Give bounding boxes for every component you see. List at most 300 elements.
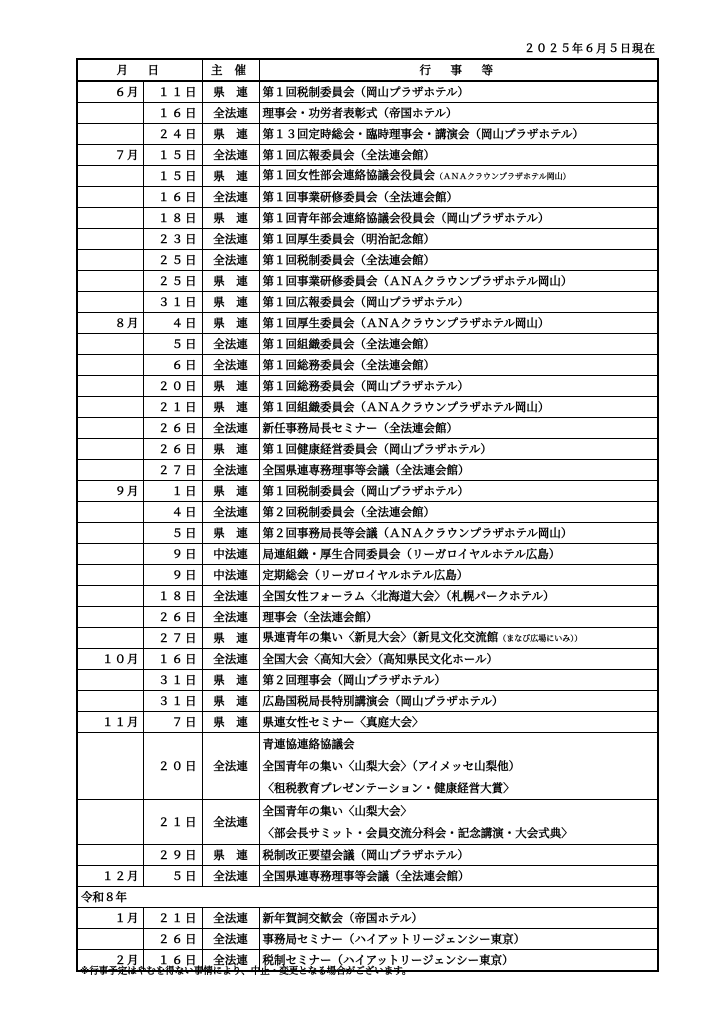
day-cell	[143, 397, 202, 418]
host-cell	[202, 145, 259, 166]
event-cell-text: 第１回広報委員会（岡山プラザホテル）	[262, 294, 469, 309]
month-cell	[77, 628, 143, 649]
host-cell-text: 県 連	[213, 441, 248, 456]
day-cell	[143, 481, 202, 502]
host-cell	[202, 502, 259, 523]
day-cell-text: ７日	[171, 714, 199, 729]
day-cell-text: ２０日	[158, 378, 199, 393]
host-cell	[202, 691, 259, 712]
day-cell	[143, 145, 202, 166]
event-cell	[259, 208, 658, 229]
event-cell	[259, 845, 658, 866]
event-cell	[259, 460, 658, 481]
event-cell-text: 広島国税局長特別講演会（岡山プラザホテル）	[262, 693, 504, 708]
day-cell	[143, 439, 202, 460]
month-cell	[77, 712, 143, 733]
host-cell-text: 全法連	[213, 357, 248, 372]
day-cell	[143, 908, 202, 929]
table-row	[77, 628, 658, 649]
month-cell	[77, 460, 143, 481]
host-cell-text: 県 連	[213, 210, 248, 225]
event-line: 青連協連絡協議会	[262, 737, 355, 751]
host-cell	[202, 103, 259, 124]
as-of-date: ２０２５年６月５日現在	[524, 42, 656, 55]
host-cell	[202, 124, 259, 145]
day-cell-text: １６日	[158, 651, 199, 666]
month-cell-text: １１月	[102, 714, 140, 729]
host-cell	[202, 250, 259, 271]
event-cell	[259, 271, 658, 292]
event-cell-text: 第２回税制委員会（全法連会館）	[262, 504, 435, 519]
day-cell-text: １５日	[158, 168, 199, 183]
event-cell	[259, 376, 658, 397]
month-cell	[77, 229, 143, 250]
event-cell-text: 全国大会〈高知大会〉（高知県民文化ホール）	[262, 651, 499, 666]
table-row	[77, 355, 658, 376]
day-cell-text: １６日	[158, 105, 199, 120]
day-cell	[143, 670, 202, 691]
event-cell-text: 全国県連専務理事等会議（全法連会館）	[262, 868, 470, 883]
table-row	[77, 845, 658, 866]
event-line: 全国青年の集い〈山梨大会〉	[262, 804, 412, 818]
month-cell	[77, 334, 143, 355]
host-cell-text: 県 連	[213, 315, 248, 330]
table-row	[77, 418, 658, 439]
day-cell-text: ２７日	[158, 462, 199, 477]
host-cell	[202, 565, 259, 586]
event-cell-text: 第１回健康経営委員会（岡山プラザホテル）	[262, 441, 492, 456]
host-cell	[202, 544, 259, 565]
month-cell	[77, 376, 143, 397]
host-cell-text: 県 連	[213, 294, 248, 309]
header-month-day: 月 日	[77, 59, 202, 81]
event-cell	[259, 544, 658, 565]
event-line: 全国青年の集い〈山梨大会〉（アイメッセ山梨他）	[262, 759, 521, 773]
day-cell	[143, 124, 202, 145]
event-cell-text: 第１回税制委員会（岡山プラザホテル）	[262, 84, 469, 99]
day-cell-text: ６日	[171, 357, 199, 372]
schedule-body-3	[77, 908, 658, 972]
month-cell	[77, 502, 143, 523]
event-cell	[259, 187, 658, 208]
day-cell-text: ２１日	[158, 399, 199, 414]
table-row	[77, 187, 658, 208]
day-cell	[143, 712, 202, 733]
event-line: 〈部会長サミット・会員交流分科会・記念講演・大会式典〉	[262, 826, 573, 840]
day-cell	[143, 460, 202, 481]
event-cell-text: 税制セミナー（ハイアットリージェンシー東京）	[262, 952, 514, 967]
event-cell	[259, 607, 658, 628]
day-cell-text: ４日	[171, 315, 199, 330]
day-cell-text: ５日	[171, 525, 199, 540]
day-cell-text: １５日	[158, 147, 199, 162]
day-cell	[143, 649, 202, 670]
month-cell	[77, 355, 143, 376]
month-cell	[77, 418, 143, 439]
event-cell	[259, 586, 658, 607]
month-cell	[77, 649, 143, 670]
table-row	[77, 670, 658, 691]
event-cell	[259, 103, 658, 124]
month-cell	[77, 313, 143, 334]
host-cell-text: 県 連	[213, 126, 248, 141]
table-row	[77, 586, 658, 607]
header-host: 主 催	[202, 59, 259, 81]
day-cell	[143, 81, 202, 103]
host-cell: 全法連	[202, 733, 259, 800]
event-cell	[259, 355, 658, 376]
table-row	[77, 376, 658, 397]
table-row	[77, 166, 658, 187]
host-cell-text: 全法連	[213, 336, 248, 351]
month-cell	[77, 103, 143, 124]
table-row	[77, 712, 658, 733]
month-cell-text: ２月	[114, 952, 140, 967]
event-cell-text: 税制改正要望会議（岡山プラザホテル）	[262, 847, 469, 862]
host-cell	[202, 607, 259, 628]
month-cell	[77, 250, 143, 271]
host-cell-text: 県 連	[213, 525, 248, 540]
event-cell	[259, 800, 658, 845]
month-cell	[77, 800, 143, 845]
day-cell-text: １６日	[158, 952, 199, 967]
table-row	[77, 607, 658, 628]
event-cell	[259, 929, 658, 950]
host-cell	[202, 418, 259, 439]
day-cell-text: １日	[171, 483, 199, 498]
event-cell	[259, 502, 658, 523]
table-row	[77, 481, 658, 502]
event-cell-text: 第１回事業研修委員会（全法連会館）	[262, 189, 458, 204]
schedule-body-nov	[77, 733, 658, 845]
host-cell	[202, 628, 259, 649]
day-cell: ２１日	[143, 800, 202, 845]
day-cell	[143, 544, 202, 565]
table-row	[77, 250, 658, 271]
event-cell-text: 第１回総務委員会（岡山プラザホテル）	[262, 378, 469, 393]
event-cell-text: 第１回事業研修委員会（ＡＮＡクラウンプラザホテル岡山）	[262, 273, 573, 288]
day-cell-text: ２６日	[158, 609, 199, 624]
month-cell	[77, 187, 143, 208]
day-cell	[143, 166, 202, 187]
host-cell	[202, 292, 259, 313]
era-row	[77, 887, 658, 908]
event-cell	[259, 229, 658, 250]
schedule-body-era	[77, 887, 658, 908]
host-cell	[202, 929, 259, 950]
event-cell-text: 第１回税制委員会（全法連会館）	[262, 252, 435, 267]
event-cell	[259, 670, 658, 691]
day-cell-text: ２３日	[158, 231, 199, 246]
event-cell-text: 理事会（全法連会館）	[262, 609, 378, 624]
table-row	[77, 334, 658, 355]
host-cell-text: 全法連	[213, 868, 248, 883]
month-cell-text: １０月	[102, 651, 140, 666]
month-cell	[77, 908, 143, 929]
month-cell	[77, 124, 143, 145]
day-cell-text: ２５日	[158, 273, 199, 288]
host-cell: 全法連	[202, 800, 259, 845]
event-cell	[259, 908, 658, 929]
table-row	[77, 145, 658, 166]
table-row	[77, 691, 658, 712]
month-cell	[77, 733, 143, 800]
event-cell	[259, 691, 658, 712]
event-cell	[259, 733, 658, 800]
event-cell	[259, 124, 658, 145]
day-cell-text: ２９日	[158, 847, 199, 862]
host-cell-text: 全法連	[213, 462, 248, 477]
month-cell	[77, 691, 143, 712]
event-cell-text: 理事会・功労者表彰式（帝国ホテル）	[262, 105, 458, 120]
host-cell-text: 県 連	[213, 168, 248, 183]
day-cell	[143, 334, 202, 355]
host-cell-text: 県 連	[213, 84, 248, 99]
day-cell	[143, 628, 202, 649]
table-row	[77, 81, 658, 103]
day-cell	[143, 229, 202, 250]
month-cell-text: １月	[114, 910, 140, 925]
host-cell-text: 県 連	[213, 847, 248, 862]
host-cell	[202, 908, 259, 929]
table-row	[77, 103, 658, 124]
month-cell	[77, 523, 143, 544]
event-cell-text: 第１回総務委員会（全法連会館）	[262, 357, 435, 372]
day-cell-text: １８日	[158, 588, 199, 603]
table-row	[77, 929, 658, 950]
day-cell-text: ９日	[171, 567, 199, 582]
event-cell	[259, 565, 658, 586]
event-line: 〈租税教育プレゼンテーション・健康経営大賞〉	[262, 781, 515, 795]
day-cell	[143, 103, 202, 124]
day-cell	[143, 355, 202, 376]
month-cell	[77, 439, 143, 460]
month-cell	[77, 586, 143, 607]
host-cell-text: 中法連	[213, 567, 248, 582]
event-cell	[259, 292, 658, 313]
host-cell-text: 全法連	[213, 189, 248, 204]
event-cell-text: 第１回税制委員会（岡山プラザホテル）	[262, 483, 469, 498]
event-cell	[259, 397, 658, 418]
table-row	[77, 292, 658, 313]
event-cell-text: 県連女性セミナー〈真庭大会〉	[262, 714, 424, 729]
day-cell-text: １８日	[158, 210, 199, 225]
day-cell-text: ２７日	[158, 630, 199, 645]
host-cell-text: 全法連	[213, 651, 248, 666]
day-cell-text: ３１日	[158, 672, 199, 687]
month-cell	[77, 481, 143, 502]
table-row	[77, 523, 658, 544]
day-cell	[143, 271, 202, 292]
day-cell-text: ３１日	[158, 294, 199, 309]
month-cell	[77, 607, 143, 628]
event-cell-text: 全国県連専務理事等会議（全法連会館）	[262, 462, 470, 477]
month-cell	[77, 208, 143, 229]
host-cell	[202, 845, 259, 866]
table-row	[77, 502, 658, 523]
host-cell-text: 全法連	[213, 609, 248, 624]
event-cell-text: 第１３回定時総会・臨時理事会・講演会（岡山プラザホテル）	[262, 126, 584, 141]
host-cell	[202, 439, 259, 460]
month-cell	[77, 397, 143, 418]
event-cell-text: 新任事務局長セミナー（全法連会館）	[262, 420, 458, 435]
table-row	[77, 313, 658, 334]
event-cell	[259, 334, 658, 355]
table-row	[77, 229, 658, 250]
host-cell-text: 全法連	[213, 105, 248, 120]
host-cell	[202, 670, 259, 691]
day-cell	[143, 845, 202, 866]
month-cell	[77, 145, 143, 166]
event-cell-text: 第１回組織委員会（全法連会館）	[262, 336, 435, 351]
table-row	[77, 733, 658, 800]
day-cell: ２０日	[143, 733, 202, 800]
event-cell-text: 第１回厚生委員会（ＡＮＡクラウンプラザホテル岡山）	[262, 315, 550, 330]
table-row	[77, 397, 658, 418]
host-cell	[202, 712, 259, 733]
schedule-table	[76, 58, 659, 972]
event-cell-text: 第１回厚生委員会（明治記念館）	[262, 231, 435, 246]
table-header-row	[77, 59, 658, 81]
day-cell	[143, 565, 202, 586]
month-cell	[77, 929, 143, 950]
host-cell	[202, 313, 259, 334]
table-row	[77, 271, 658, 292]
host-cell	[202, 271, 259, 292]
host-cell-text: 県 連	[213, 630, 248, 645]
host-cell-text: 県 連	[213, 399, 248, 414]
day-cell	[143, 418, 202, 439]
host-cell	[202, 81, 259, 103]
event-cell-text: 第１回組織委員会（ＡＮＡクラウンプラザホテル岡山）	[262, 399, 550, 414]
event-cell-text: 事務局セミナー（ハイアットリージェンシー東京）	[262, 931, 526, 946]
month-cell-text: ７月	[114, 147, 140, 162]
host-cell	[202, 166, 259, 187]
host-cell-text: 県 連	[213, 273, 248, 288]
host-cell	[202, 334, 259, 355]
month-cell	[77, 292, 143, 313]
era-label: 令和８年	[77, 887, 658, 908]
month-cell	[77, 565, 143, 586]
month-cell	[77, 81, 143, 103]
day-cell	[143, 313, 202, 334]
table-row	[77, 439, 658, 460]
host-cell-text: 全法連	[213, 231, 248, 246]
day-cell-text: ２５日	[158, 252, 199, 267]
day-cell	[143, 607, 202, 628]
event-cell	[259, 649, 658, 670]
host-cell	[202, 355, 259, 376]
event-cell	[259, 81, 658, 103]
day-cell	[143, 929, 202, 950]
table-row	[77, 866, 658, 887]
footnote: ※行事予定はやむを得ない事情により、中止・変更となる場合がございます。	[80, 966, 412, 977]
day-cell-text: ９日	[171, 546, 199, 561]
event-venue-small: （まなび広場にいみ））	[498, 634, 583, 643]
host-cell-text: 全法連	[213, 420, 248, 435]
day-cell	[143, 376, 202, 397]
host-cell-text: 全法連	[213, 910, 248, 925]
day-cell-text: ２６日	[158, 441, 199, 456]
host-cell	[202, 229, 259, 250]
event-cell-text: 第２回理事会（岡山プラザホテル）	[262, 672, 446, 687]
host-cell-text: 全法連	[213, 931, 248, 946]
day-cell-text: ５日	[171, 336, 199, 351]
day-cell-text: １１日	[158, 84, 199, 99]
host-cell-text: 全法連	[213, 504, 248, 519]
table-row	[77, 460, 658, 481]
month-cell	[77, 544, 143, 565]
day-cell	[143, 866, 202, 887]
host-cell-text: 中法連	[213, 546, 248, 561]
host-cell	[202, 460, 259, 481]
day-cell-text: ２１日	[158, 910, 199, 925]
header-event: 行 事 等	[259, 59, 658, 81]
host-cell	[202, 376, 259, 397]
day-cell-text: ２４日	[158, 126, 199, 141]
month-cell	[77, 845, 143, 866]
schedule-body-1	[77, 81, 658, 733]
month-cell-text: １２月	[102, 868, 140, 883]
event-cell	[259, 166, 658, 187]
day-cell	[143, 691, 202, 712]
day-cell	[143, 523, 202, 544]
event-cell-text: 第１回女性部会連絡協議会役員会	[262, 168, 435, 182]
host-cell	[202, 523, 259, 544]
day-cell-text: ２６日	[158, 931, 199, 946]
day-cell	[143, 502, 202, 523]
event-cell-text: 新年賀詞交歓会（帝国ホテル）	[262, 910, 423, 925]
month-cell-text: ６月	[114, 84, 140, 99]
table-row	[77, 649, 658, 670]
host-cell	[202, 208, 259, 229]
day-cell-text: ４日	[171, 504, 199, 519]
event-cell-text: 第２回事務局長等会議（ＡＮＡクラウンプラザホテル岡山）	[262, 525, 573, 540]
host-cell	[202, 586, 259, 607]
table-row	[77, 565, 658, 586]
host-cell	[202, 481, 259, 502]
event-cell-text: 全国女性フォーラム〈北海道大会〉（札幌パークホテル）	[262, 588, 555, 603]
event-cell	[259, 145, 658, 166]
event-cell	[259, 866, 658, 887]
event-cell	[259, 250, 658, 271]
event-cell-text: 第１回広報委員会（全法連会館）	[262, 147, 435, 162]
host-cell-text: 県 連	[213, 693, 248, 708]
event-cell-text: 県連青年の集い〈新見大会〉（新見文化交流館	[262, 630, 499, 644]
day-cell-text: ２６日	[158, 420, 199, 435]
event-cell	[259, 418, 658, 439]
event-cell	[259, 712, 658, 733]
month-cell	[77, 271, 143, 292]
day-cell	[143, 208, 202, 229]
table-row	[77, 208, 658, 229]
event-cell	[259, 523, 658, 544]
day-cell	[143, 292, 202, 313]
event-cell	[259, 628, 658, 649]
host-cell-text: 県 連	[213, 714, 248, 729]
event-cell-text: 第１回青年部会連絡協議会役員会（岡山プラザホテル）	[262, 210, 550, 225]
month-cell	[77, 866, 143, 887]
month-cell-text: ９月	[114, 483, 140, 498]
event-cell-text: 定期総会（リーガロイヤルホテル広島）	[262, 567, 469, 582]
table-row	[77, 124, 658, 145]
day-cell-text: ３１日	[158, 693, 199, 708]
table-row	[77, 908, 658, 929]
host-cell-text: 県 連	[213, 378, 248, 393]
day-cell-text: １６日	[158, 189, 199, 204]
table-row	[77, 800, 658, 845]
host-cell	[202, 397, 259, 418]
